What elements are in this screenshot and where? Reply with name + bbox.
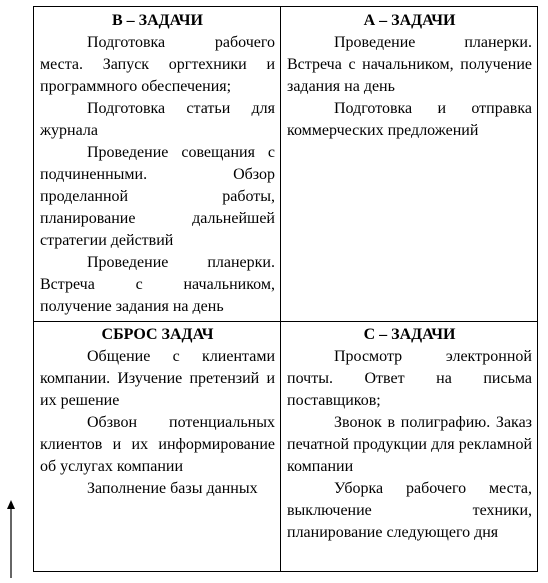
quadrant-title: А – ЗАДАЧИ xyxy=(363,12,456,29)
task-item: Просмотр электронной почты. Ответ на письма поставщиков; xyxy=(287,348,532,409)
quadrant-title: СБРОС ЗАДАЧ xyxy=(101,326,214,343)
quadrant-a-tasks xyxy=(281,7,537,321)
task-item: Подготовка статьи для журнала xyxy=(40,100,275,139)
task-item: Общение с клиентами компании. Изучение претензий и их решение xyxy=(40,348,275,409)
task-item: Уборка рабочего места, выключение техники, планирование следующего дня xyxy=(287,480,532,541)
task-item: Проведение планерки. Встреча с начальником, получение задания на день xyxy=(40,254,275,315)
task-item: Проведение совещания с подчиненными. Обзор проделанной работы, планирование дальнейшей стратегии действий xyxy=(40,144,275,249)
quadrant-drop-tasks xyxy=(34,322,280,571)
task-item: Звонок в полиграфию. Заказ печатной продукции для рекламной компании xyxy=(287,414,532,475)
up-arrow-icon xyxy=(4,500,18,580)
quadrant-b-tasks xyxy=(34,7,280,321)
task-item: Проведение планерки. Встреча с начальником, получение задания на день xyxy=(287,34,532,95)
quadrant-title: В – ЗАДАЧИ xyxy=(112,12,203,29)
task-matrix xyxy=(33,6,538,572)
quadrant-c-tasks xyxy=(281,322,537,571)
task-item: Обзвон потенциальных клиентов и их информирование об услугах компании xyxy=(40,414,275,475)
task-item: Подготовка и отправка коммерческих предложений xyxy=(287,100,532,139)
quadrant-title: С – ЗАДАЧИ xyxy=(363,326,456,343)
task-item: Заполнение базы данных xyxy=(87,480,258,497)
task-item: Подготовка рабочего места. Запуск оргтехники и программного обеспечения; xyxy=(40,34,275,95)
